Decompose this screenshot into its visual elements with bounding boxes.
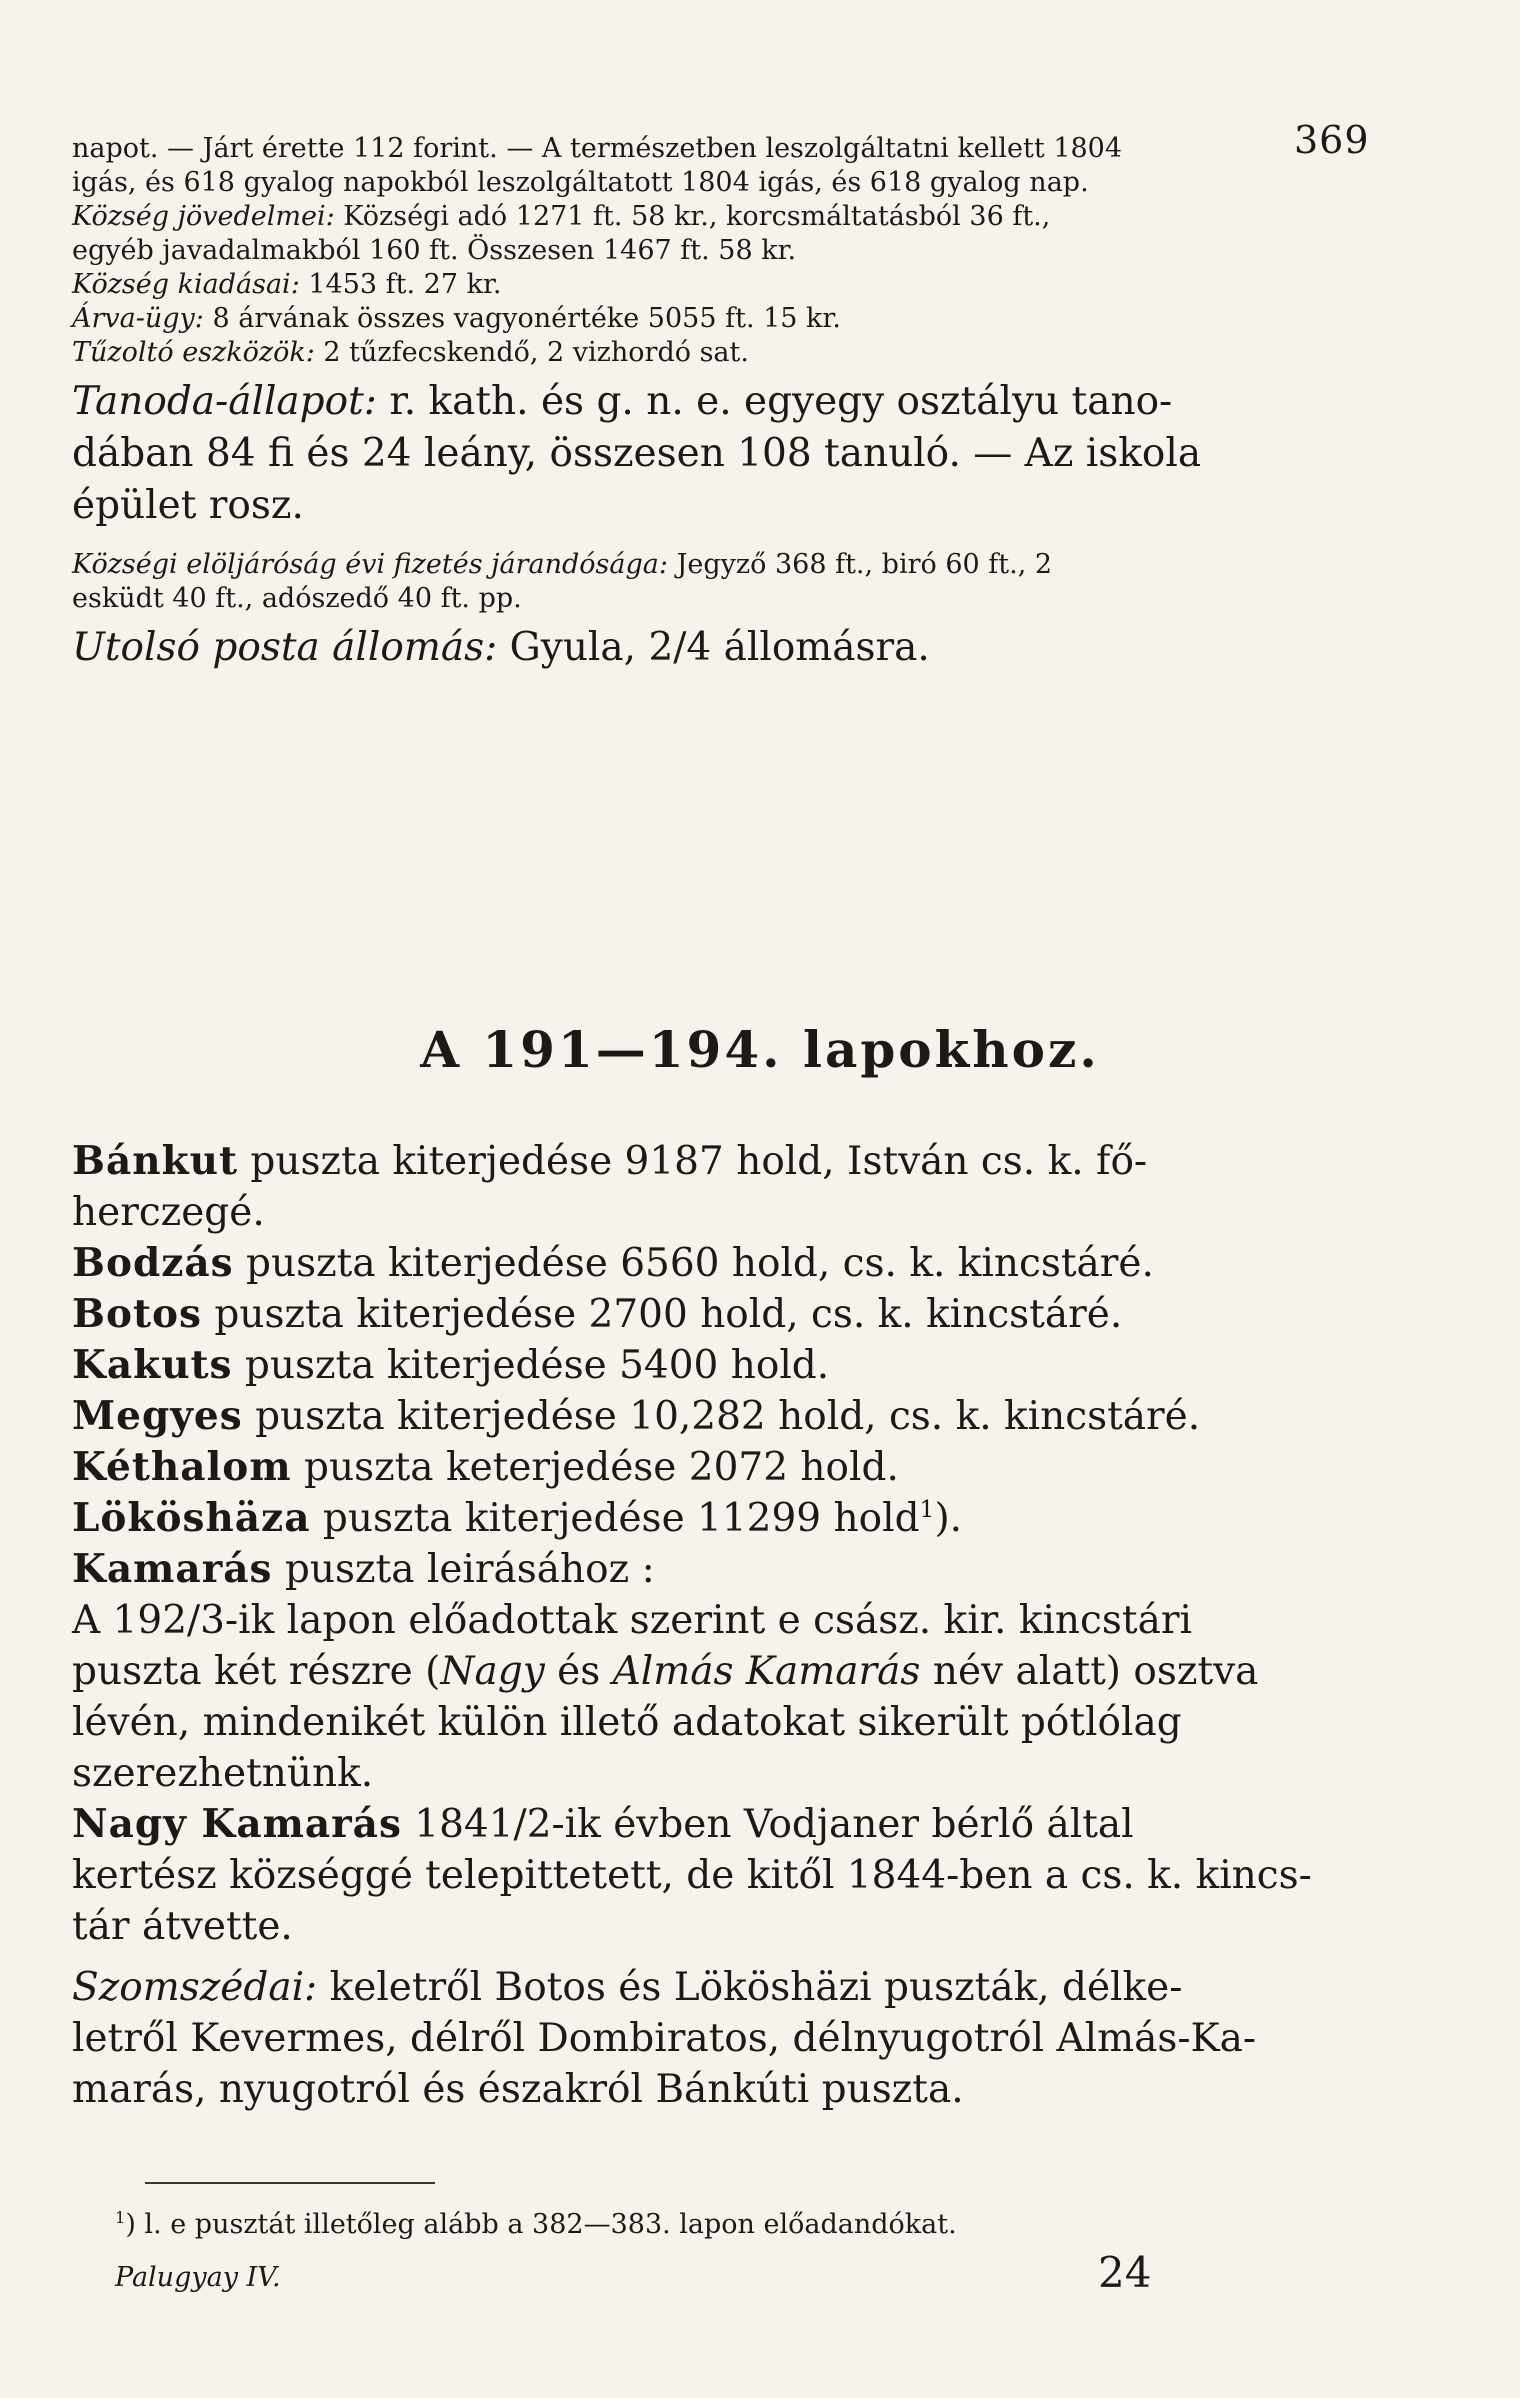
text: és — [544, 1649, 613, 1694]
text: r. kath. és g. n. e. egyegy osztályu tano- — [376, 379, 1173, 424]
entry-bankut — [72, 1136, 1362, 1187]
label: Szomszédai: — [72, 1965, 318, 2010]
sheet-number: 24 — [1098, 2248, 1152, 2297]
page-number: 369 — [1294, 118, 1370, 162]
entry-nagy-kamaras — [72, 1799, 1362, 1850]
text: kertész községgé telepittetett, de kitől 1844-ben a cs. k. kincs- — [72, 1853, 1312, 1898]
entry-name: Botos — [72, 1291, 202, 1337]
text: puszta kiterjedése 10,282 hold, cs. k. kincstáré. — [242, 1394, 1201, 1439]
text: igás, és 618 gyalog napokból leszolgáltatott 1804 igás, és 618 gyalog nap. — [72, 167, 1089, 198]
text: 1453 ft. 27 kr. — [299, 269, 502, 300]
text-line — [72, 428, 1362, 479]
text: egyéb javadalmakból 160 ft. Összesen 1467 ft. 58 kr. — [72, 235, 797, 266]
neighbours-line — [72, 1962, 1362, 2013]
text: puszta kiterjedése 6560 hold, cs. k. kincstáré. — [233, 1241, 1154, 1286]
text-line — [72, 234, 1362, 268]
footnote-mark: 1 — [115, 2208, 126, 2227]
text-line — [72, 166, 1362, 200]
text-line — [72, 1595, 1362, 1646]
label: Tűzoltó eszközök: — [72, 337, 315, 368]
footnote-ref: 1 — [919, 1495, 935, 1523]
entry-kakuts — [72, 1340, 1362, 1391]
entry-bodzas — [72, 1238, 1362, 1289]
text-line — [72, 1646, 1362, 1697]
post-line — [72, 622, 1362, 673]
text-line — [72, 1748, 1362, 1799]
officials-line — [72, 548, 1362, 582]
school-line — [72, 376, 1362, 427]
label: Községi elöljáróság évi fizetés járandósága: — [72, 549, 668, 580]
text-line — [72, 2013, 1362, 2064]
text: 8 árvának összes vagyonértéke 5055 ft. 15 kr. — [203, 303, 841, 334]
italic-name: Nagy — [440, 1649, 545, 1694]
text: marás, nyugotról és északról Bánkúti puszta. — [72, 2067, 964, 2112]
text: puszta kiterjedése 9187 hold, István cs. k. fő- — [237, 1139, 1148, 1184]
text-line — [72, 1187, 1362, 1238]
text: szerezhetnünk. — [72, 1751, 374, 1796]
text: 1841/2-ik évben Vodjaner bérlő által — [401, 1802, 1134, 1847]
footnote-text: ) l. e pusztát illetőleg alább a 382—383. lapon előadandókat. — [125, 2209, 957, 2240]
entry-botos — [72, 1289, 1362, 1340]
entry-megyes — [72, 1391, 1362, 1442]
label: Tanoda-állapot: — [72, 379, 377, 424]
text: napot. — Járt érette 112 forint. — A természetben leszolgáltatni kellett 1804 — [72, 133, 1123, 164]
text: letről Kevermes, délről Dombiratos, délnyugotról Almás-Ka- — [72, 2016, 1257, 2061]
entry-name: Kéthalom — [72, 1444, 292, 1490]
text-line — [72, 1901, 1362, 1952]
text: Jegyző 368 ft., biró 60 ft., 2 — [667, 549, 1053, 580]
section-title: A 191—194. lapokhoz. — [420, 1020, 1100, 1079]
text: puszta kiterjedése 5400 hold. — [232, 1343, 830, 1388]
text-line — [72, 132, 1362, 166]
text: puszta két részre ( — [72, 1649, 441, 1694]
text: A 192/3-ik lapon előadottak szerint e csász. kir. kincstári — [72, 1598, 1192, 1643]
footnote — [115, 2208, 957, 2242]
text: Gyula, 2/4 állomásra. — [497, 625, 930, 670]
text: esküdt 40 ft., adószedő 40 ft. pp. — [72, 583, 522, 614]
text: Községi adó 1271 ft. 58 kr., korcsmáltatásból 36 ft., — [334, 201, 1051, 232]
expense-line — [72, 268, 1362, 302]
text: puszta kiterjedése 11299 hold — [310, 1496, 920, 1541]
text: név alatt) osztva — [920, 1649, 1259, 1694]
text: ). — [934, 1496, 963, 1541]
text: lévén, mindenikét külön illető adatokat sikerült pótlólag — [72, 1700, 1182, 1745]
entry-kethalom — [72, 1442, 1362, 1493]
text: tár átvette. — [72, 1904, 293, 1949]
entry-name: Lököshäza — [72, 1495, 311, 1541]
text-line — [72, 1850, 1362, 1901]
text: 2 tűzfecskendő, 2 vizhordó sat. — [314, 337, 749, 368]
entry-name: Bodzás — [72, 1240, 234, 1286]
entry-kamaras — [72, 1544, 1362, 1595]
label: Község kiadásai: — [72, 269, 300, 300]
entry-name: Kakuts — [72, 1342, 233, 1388]
text: keletről Botos és Lököshäzi puszták, délke- — [317, 1965, 1183, 2010]
text-line — [72, 1697, 1362, 1748]
italic-name: Almás Kamarás — [612, 1649, 921, 1694]
footnote-divider — [145, 2182, 435, 2184]
text: puszta kiterjedése 2700 hold, cs. k. kincstáré. — [201, 1292, 1123, 1337]
label: Utolsó posta állomás: — [72, 625, 498, 670]
text: dában 84 fi és 24 leány, összesen 108 tanuló. — Az iskola — [72, 431, 1202, 476]
text-line — [72, 582, 1362, 616]
text: épület rosz. — [72, 483, 304, 528]
income-line — [72, 200, 1362, 234]
printer-signature: Palugyay IV. — [115, 2262, 281, 2293]
text: herczegé. — [72, 1190, 265, 1235]
entry-name: Megyes — [72, 1393, 243, 1439]
text-line — [72, 480, 1362, 531]
entry-lokoshaza — [72, 1493, 1362, 1544]
orphan-line — [72, 302, 1362, 336]
label: Község jövedelmei: — [72, 201, 335, 232]
entry-name: Bánkut — [72, 1138, 238, 1184]
text: puszta keterjedése 2072 hold. — [291, 1445, 899, 1490]
entry-name: Nagy Kamarás — [72, 1801, 402, 1847]
text-line — [72, 2064, 1362, 2115]
label: Árva-ügy: — [72, 303, 204, 334]
fire-line — [72, 336, 1362, 370]
text: puszta leirásához : — [272, 1547, 655, 1592]
entry-name: Kamarás — [72, 1546, 273, 1592]
